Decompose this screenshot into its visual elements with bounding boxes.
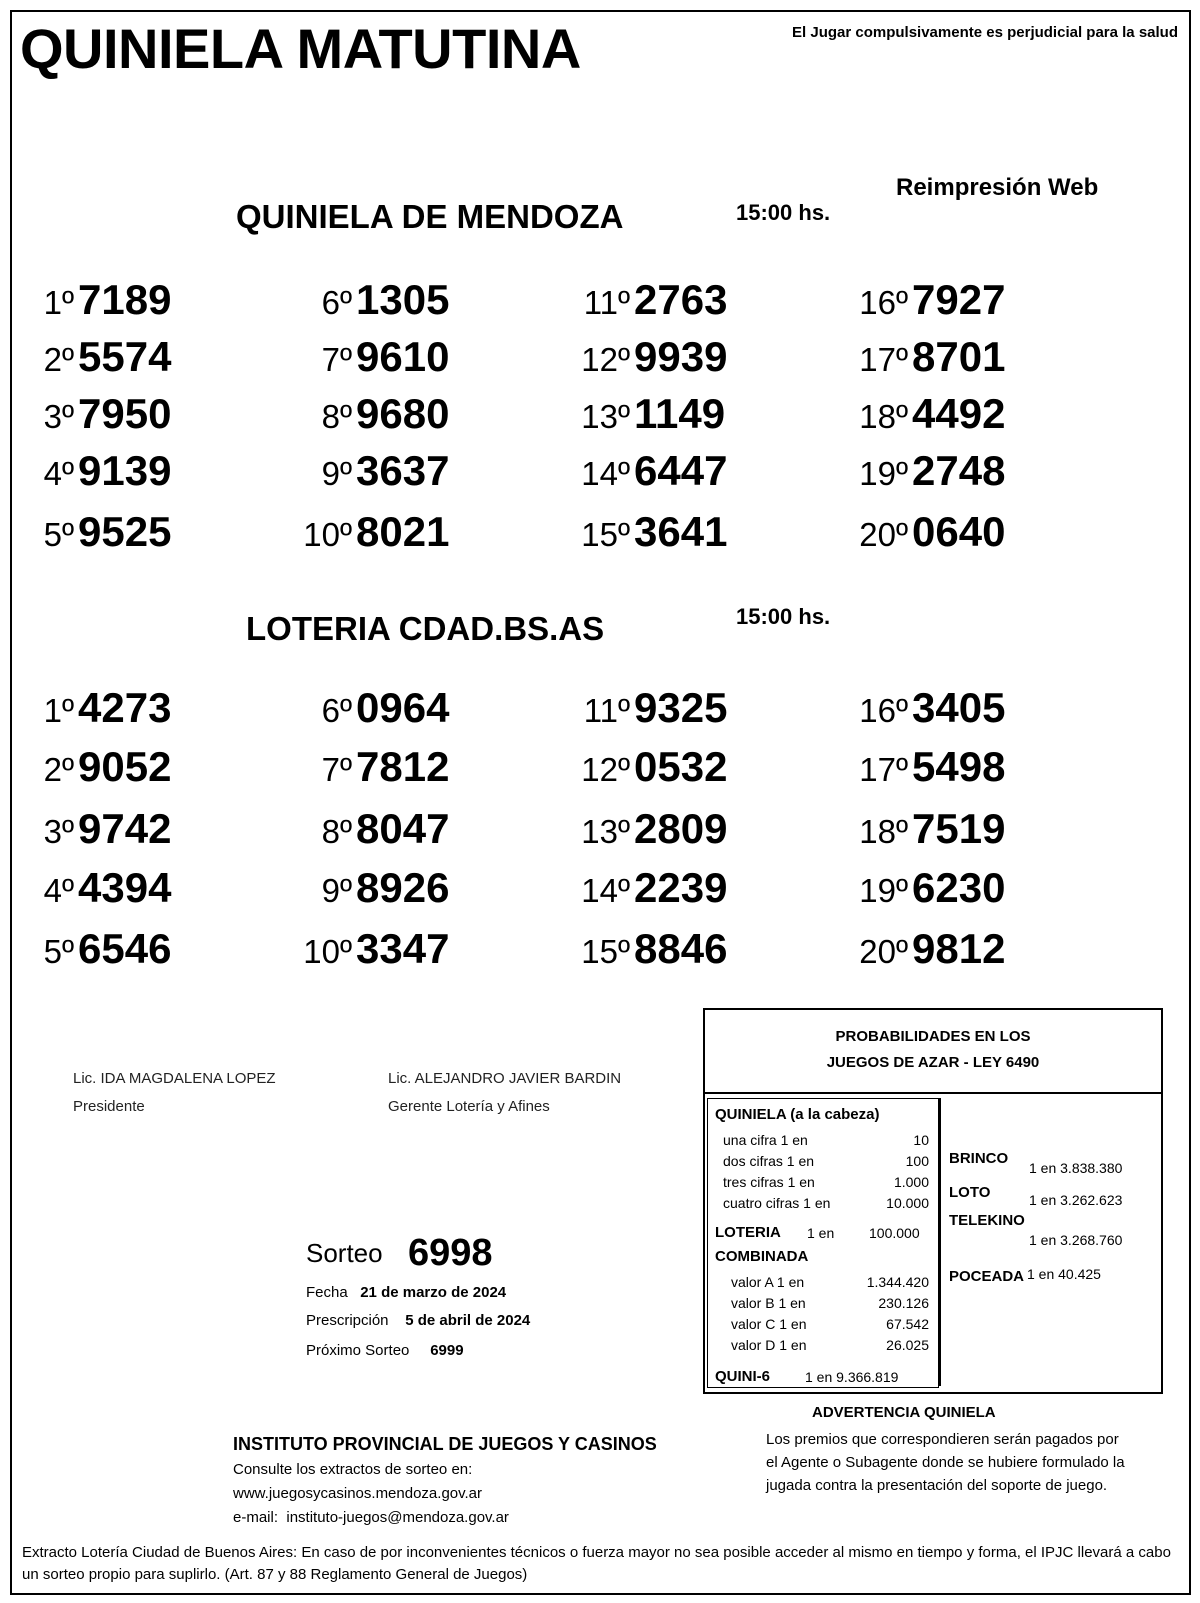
fecha-label: Fecha bbox=[306, 1284, 348, 1301]
result-entry bbox=[834, 743, 1074, 791]
result-entry bbox=[278, 925, 518, 973]
result-number: 6447 bbox=[634, 447, 728, 494]
signature-role-president: Presidente bbox=[73, 1098, 145, 1115]
quiniela-label: QUINIELA (a la cabeza) bbox=[715, 1106, 880, 1123]
result-entry bbox=[834, 925, 1074, 973]
probability-row-label: valor B 1 en bbox=[731, 1295, 806, 1311]
result-number: 0532 bbox=[634, 743, 728, 790]
result-entry bbox=[834, 864, 1074, 912]
result-entry bbox=[556, 276, 796, 324]
result-number: 0964 bbox=[356, 684, 450, 731]
result-entry bbox=[278, 508, 518, 556]
proximo-row bbox=[306, 1342, 464, 1359]
institute-email-row bbox=[233, 1506, 509, 1529]
result-position: 6º bbox=[321, 284, 352, 321]
probabilities-heading bbox=[705, 1010, 1161, 1094]
result-number: 9610 bbox=[356, 333, 450, 380]
result-number: 9525 bbox=[78, 508, 172, 555]
probability-row-label: cuatro cifras 1 en bbox=[723, 1195, 831, 1211]
result-entry bbox=[278, 743, 518, 791]
result-position: 6º bbox=[321, 692, 352, 729]
result-position: 11º bbox=[583, 284, 630, 321]
section-time-loteria: 15:00 hs. bbox=[736, 604, 831, 629]
result-entry bbox=[0, 447, 240, 495]
result-number: 9139 bbox=[78, 447, 172, 494]
reprint-label: Reimpresión Web bbox=[896, 174, 1099, 201]
health-warning: El Jugar compulsivamente es perjudicial para la salud bbox=[792, 24, 1178, 41]
result-number: 1305 bbox=[356, 276, 450, 323]
probability-row-value: 10.000 bbox=[886, 1195, 929, 1211]
result-number: 3347 bbox=[356, 925, 450, 972]
result-number: 9680 bbox=[356, 390, 450, 437]
result-number: 9742 bbox=[78, 805, 172, 852]
prescripcion-value: 5 de abril de 2024 bbox=[405, 1312, 531, 1329]
probability-row-value: 67.542 bbox=[886, 1316, 929, 1332]
quini6-label: QUINI-6 bbox=[715, 1368, 771, 1385]
sorteo-label: Sorteo bbox=[306, 1238, 383, 1268]
result-entry bbox=[0, 276, 240, 324]
result-position: 10º bbox=[303, 516, 352, 553]
result-entry bbox=[834, 508, 1074, 556]
result-position: 14º bbox=[581, 455, 630, 492]
result-entry bbox=[834, 805, 1074, 853]
result-entry bbox=[0, 684, 240, 732]
loteria-prefix: 1 en bbox=[807, 1225, 835, 1241]
result-entry bbox=[278, 864, 518, 912]
result-number: 2748 bbox=[912, 447, 1006, 494]
poceada-value: 1 en 40.425 bbox=[1027, 1266, 1101, 1282]
combinada-label: COMBINADA bbox=[715, 1248, 809, 1265]
prescripcion-label: Prescripción bbox=[306, 1312, 389, 1329]
result-position: 17º bbox=[859, 341, 908, 378]
result-position: 9º bbox=[321, 455, 352, 492]
probabilities-divider bbox=[939, 1098, 941, 1386]
result-number: 8021 bbox=[356, 508, 450, 555]
result-entry bbox=[556, 508, 796, 556]
result-position: 7º bbox=[321, 341, 352, 378]
result-position: 12º bbox=[581, 751, 630, 788]
result-number: 5574 bbox=[78, 333, 172, 380]
result-position: 2º bbox=[43, 751, 74, 788]
result-number: 3405 bbox=[912, 684, 1006, 731]
institute-website: www.juegosycasinos.mendoza.gov.ar bbox=[233, 1485, 483, 1502]
result-position: 15º bbox=[581, 933, 630, 970]
result-number: 8047 bbox=[356, 805, 450, 852]
result-number: 9052 bbox=[78, 743, 172, 790]
result-entry bbox=[278, 447, 518, 495]
result-number: 9812 bbox=[912, 925, 1006, 972]
result-position: 12º bbox=[581, 341, 630, 378]
result-number: 3641 bbox=[634, 508, 728, 555]
result-entry bbox=[0, 743, 240, 791]
result-position: 1º bbox=[43, 284, 74, 321]
result-number: 0640 bbox=[912, 508, 1006, 555]
result-entry bbox=[278, 805, 518, 853]
result-position: 18º bbox=[859, 398, 908, 435]
loteria-value: 100.000 bbox=[869, 1225, 920, 1241]
loto-value: 1 en 3.262.623 bbox=[1029, 1192, 1123, 1208]
result-position: 3º bbox=[43, 813, 74, 850]
result-entry bbox=[278, 333, 518, 381]
page-title: QUINIELA MATUTINA bbox=[20, 17, 581, 80]
result-entry bbox=[834, 276, 1074, 324]
probability-row-value: 1.000 bbox=[893, 1174, 929, 1190]
result-position: 8º bbox=[321, 813, 352, 850]
result-entry bbox=[0, 925, 240, 973]
result-position: 19º bbox=[859, 872, 908, 909]
probabilities-box bbox=[703, 1008, 1163, 1394]
probability-row-label: valor C 1 en bbox=[731, 1316, 807, 1332]
probability-row-label: valor A 1 en bbox=[731, 1274, 805, 1290]
probability-row-value: 100 bbox=[905, 1153, 929, 1169]
result-entry bbox=[278, 390, 518, 438]
result-entry bbox=[278, 684, 518, 732]
prescripcion-row bbox=[306, 1312, 530, 1329]
result-entry bbox=[834, 390, 1074, 438]
result-entry bbox=[556, 390, 796, 438]
result-entry bbox=[556, 684, 796, 732]
result-entry bbox=[834, 684, 1074, 732]
result-number: 7189 bbox=[78, 276, 172, 323]
brinco-value: 1 en 3.838.380 bbox=[1029, 1160, 1123, 1176]
result-entry bbox=[834, 333, 1074, 381]
result-position: 9º bbox=[321, 872, 352, 909]
result-entry bbox=[0, 805, 240, 853]
probability-row-value: 1.344.420 bbox=[866, 1274, 929, 1290]
brinco-label: BRINCO bbox=[949, 1150, 1009, 1167]
institute-email-label: e-mail: bbox=[233, 1509, 279, 1526]
telekino-label: TELEKINO bbox=[949, 1212, 1025, 1229]
signature-name-manager: Lic. ALEJANDRO JAVIER BARDIN bbox=[388, 1070, 622, 1087]
result-number: 7927 bbox=[912, 276, 1006, 323]
signature-name-president: Lic. IDA MAGDALENA LOPEZ bbox=[73, 1070, 276, 1087]
result-number: 3637 bbox=[356, 447, 450, 494]
result-entry bbox=[278, 276, 518, 324]
result-number: 4273 bbox=[78, 684, 172, 731]
section-time-mendoza: 15:00 hs. bbox=[736, 200, 831, 225]
proximo-value: 6999 bbox=[430, 1342, 464, 1359]
result-entry bbox=[0, 333, 240, 381]
loteria-label: LOTERIA bbox=[715, 1224, 781, 1241]
advertencia-title: ADVERTENCIA QUINIELA bbox=[812, 1404, 996, 1421]
result-number: 4394 bbox=[78, 864, 172, 911]
probability-row-value: 230.126 bbox=[878, 1295, 929, 1311]
result-position: 18º bbox=[859, 813, 908, 850]
result-position: 19º bbox=[859, 455, 908, 492]
result-entry bbox=[556, 333, 796, 381]
result-number: 6230 bbox=[912, 864, 1006, 911]
result-number: 9939 bbox=[634, 333, 728, 380]
result-position: 11º bbox=[583, 692, 630, 729]
result-entry bbox=[834, 447, 1074, 495]
probability-row-label: tres cifras 1 en bbox=[723, 1174, 815, 1190]
result-position: 16º bbox=[859, 284, 908, 321]
result-position: 7º bbox=[321, 751, 352, 788]
result-entry bbox=[556, 925, 796, 973]
result-position: 1º bbox=[43, 692, 74, 729]
result-position: 8º bbox=[321, 398, 352, 435]
result-position: 4º bbox=[43, 455, 74, 492]
result-entry bbox=[0, 508, 240, 556]
result-position: 5º bbox=[43, 516, 74, 553]
loto-label: LOTO bbox=[949, 1184, 991, 1201]
result-position: 4º bbox=[43, 872, 74, 909]
probabilities-heading-line2: JUEGOS DE AZAR - LEY 6490 bbox=[826, 1054, 1040, 1071]
result-number: 7812 bbox=[356, 743, 450, 790]
result-position: 5º bbox=[43, 933, 74, 970]
result-position: 15º bbox=[581, 516, 630, 553]
result-number: 7950 bbox=[78, 390, 172, 437]
result-number: 2763 bbox=[634, 276, 728, 323]
fecha-value: 21 de marzo de 2024 bbox=[360, 1284, 507, 1301]
advertencia-text: Los premios que correspondieren serán pagados por el Agente o Subagente donde se hubiere formulado la jugada contra la presentación del soporte de juego. bbox=[766, 1431, 1125, 1494]
result-entry bbox=[0, 864, 240, 912]
result-position: 13º bbox=[581, 813, 630, 850]
result-entry bbox=[556, 864, 796, 912]
result-number: 8926 bbox=[356, 864, 450, 911]
probability-row-label: una cifra 1 en bbox=[723, 1132, 808, 1148]
probabilities-heading-line1: PROBABILIDADES EN LOS bbox=[835, 1028, 1031, 1045]
result-position: 16º bbox=[859, 692, 908, 729]
result-number: 8701 bbox=[912, 333, 1006, 380]
fecha-row bbox=[306, 1284, 506, 1301]
result-number: 4492 bbox=[912, 390, 1006, 437]
result-number: 5498 bbox=[912, 743, 1006, 790]
quini6-value: 1 en 9.366.819 bbox=[805, 1369, 899, 1385]
result-position: 17º bbox=[859, 751, 908, 788]
result-number: 1149 bbox=[634, 390, 726, 437]
result-entry bbox=[0, 390, 240, 438]
institute-email: instituto-juegos@mendoza.gov.ar bbox=[286, 1509, 509, 1526]
institute-name: INSTITUTO PROVINCIAL DE JUEGOS Y CASINOS bbox=[233, 1434, 657, 1454]
probability-row-value: 26.025 bbox=[886, 1337, 929, 1353]
footer-disclaimer: Extracto Lotería Ciudad de Buenos Aires: En caso de por inconvenientes técnicos o fuerza mayor no sea posible acceder al mismo en tiempo y forma, el IPJC llevará a cabo un sorteo propio para suplirlo. (Art. 87 y 88 Reglamento General de Juegos) bbox=[22, 1544, 1171, 1583]
institute-consult: Consulte los extractos de sorteo en: bbox=[233, 1461, 473, 1478]
result-entry bbox=[556, 805, 796, 853]
result-number: 2809 bbox=[634, 805, 728, 852]
result-position: 20º bbox=[859, 933, 908, 970]
result-position: 10º bbox=[303, 933, 352, 970]
probability-row-label: valor D 1 en bbox=[731, 1337, 807, 1353]
result-number: 7519 bbox=[912, 805, 1006, 852]
probability-row-label: dos cifras 1 en bbox=[723, 1153, 815, 1169]
result-number: 9325 bbox=[634, 684, 728, 731]
result-number: 8846 bbox=[634, 925, 728, 972]
telekino-value: 1 en 3.268.760 bbox=[1029, 1232, 1123, 1248]
result-number: 2239 bbox=[634, 864, 728, 911]
result-position: 3º bbox=[43, 398, 74, 435]
poceada-label: POCEADA bbox=[949, 1268, 1025, 1285]
section-title-mendoza: QUINIELA DE MENDOZA bbox=[236, 198, 624, 235]
result-entry bbox=[556, 447, 796, 495]
proximo-label: Próximo Sorteo bbox=[306, 1342, 410, 1359]
result-number: 6546 bbox=[78, 925, 172, 972]
sorteo-number: 6998 bbox=[408, 1232, 493, 1274]
result-position: 14º bbox=[581, 872, 630, 909]
probability-row-value: 10 bbox=[913, 1132, 929, 1148]
section-title-loteria: LOTERIA CDAD.BS.AS bbox=[246, 610, 605, 647]
signature-role-manager: Gerente Lotería y Afines bbox=[388, 1098, 550, 1115]
result-entry bbox=[556, 743, 796, 791]
result-position: 13º bbox=[581, 398, 630, 435]
result-position: 20º bbox=[859, 516, 908, 553]
result-position: 2º bbox=[43, 341, 74, 378]
